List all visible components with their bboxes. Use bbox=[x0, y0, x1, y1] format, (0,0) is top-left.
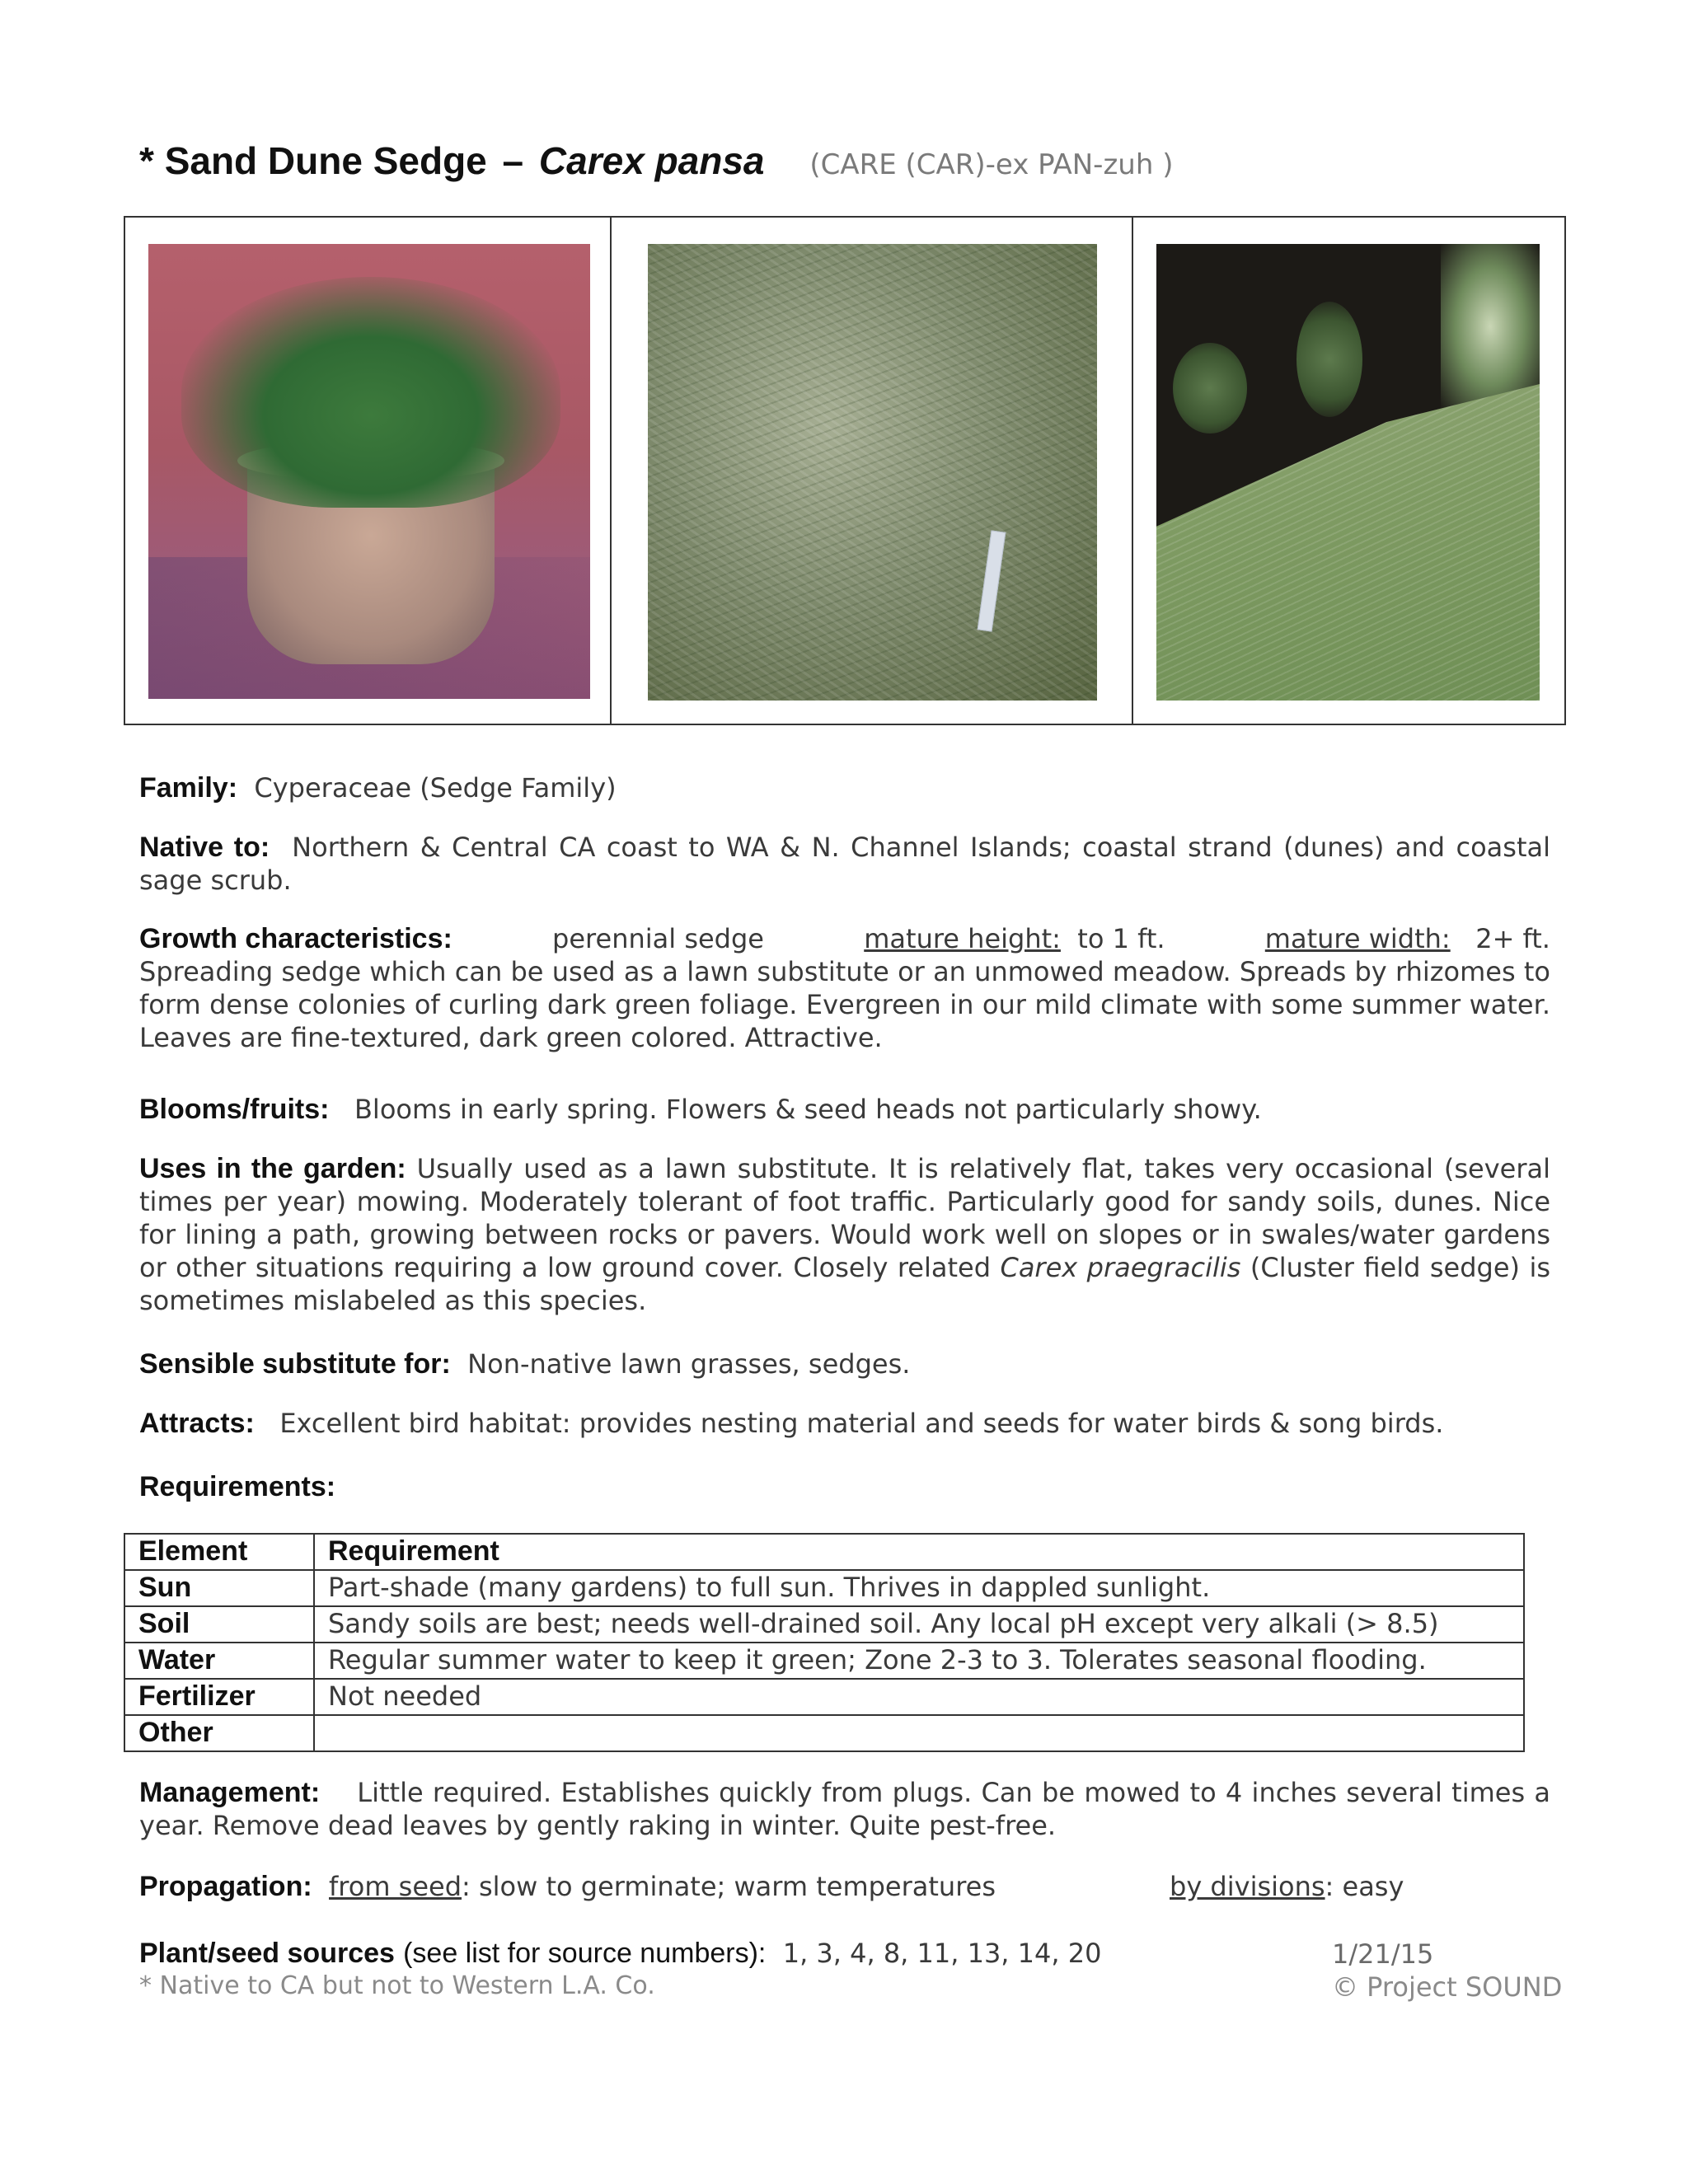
requirement-soil: Sandy soils are best; needs well-drained soil. Any local pH except very alkali (> 8.5) bbox=[314, 1606, 1524, 1643]
element-soil: Soil bbox=[124, 1606, 314, 1643]
native-label: Native to: bbox=[139, 832, 270, 863]
blooms-label: Blooms/fruits: bbox=[139, 1094, 330, 1125]
division-label: by divisions bbox=[1170, 1871, 1325, 1902]
growth-section bbox=[139, 922, 1550, 1054]
sources-value: 1, 3, 4, 8, 11, 13, 14, 20 bbox=[782, 1938, 1102, 1969]
width-label: mature width: bbox=[1264, 923, 1451, 954]
requirement-water: Regular summer water to keep it green; Zone 2-3 to 3. Tolerates seasonal flooding. bbox=[314, 1643, 1524, 1679]
uses-value-2: (Cluster field sedge) is sometimes mislabeled as this species. bbox=[139, 1252, 1551, 1316]
growth-description: Spreading sedge which can be used as a lawn substitute or an unmowed meadow. Spreads by rhizomes to form dense colonies of curling dark green foliage. Evergreen in our mild climate with some summer water. Leaves are fine-textured, dark green colored. Attractive. bbox=[139, 956, 1550, 1053]
attracts-section bbox=[139, 1407, 1550, 1440]
substitute-label: Sensible substitute for: bbox=[139, 1348, 451, 1380]
propagation-section bbox=[139, 1870, 1550, 1903]
family-section bbox=[139, 771, 1550, 804]
substitute-value: Non-native lawn grasses, sedges. bbox=[467, 1348, 911, 1380]
header-element: Element bbox=[124, 1534, 314, 1570]
pronunciation: (CARE (CAR)-ex PAN-zuh ) bbox=[809, 148, 1174, 181]
date: 1/21/15 bbox=[1332, 1938, 1434, 1970]
height-label: mature height: bbox=[864, 923, 1061, 954]
photo-table bbox=[124, 216, 1566, 725]
element-sun: Sun bbox=[124, 1570, 314, 1606]
page-title bbox=[139, 138, 1173, 183]
table-row bbox=[124, 1715, 1524, 1751]
photo-sedge-lawn bbox=[1156, 244, 1540, 701]
seed-value: : slow to germinate; warm temperatures bbox=[462, 1871, 996, 1902]
requirement-other bbox=[314, 1715, 1524, 1751]
native-section bbox=[139, 831, 1550, 897]
copyright: © Project SOUND bbox=[1332, 1971, 1563, 2003]
height-value: to 1 ft. bbox=[1077, 923, 1165, 954]
family-label: Family: bbox=[139, 772, 238, 804]
seed-label: from seed bbox=[329, 1871, 462, 1902]
scientific-name: Carex pansa bbox=[538, 139, 765, 182]
table-row bbox=[124, 1643, 1524, 1679]
attracts-value: Excellent bird habitat: provides nesting material and seeds for water birds & song birds. bbox=[279, 1408, 1444, 1439]
native-value: Northern & Central CA coast to WA & N. Channel Islands; coastal strand (dunes) and coastal sage scrub. bbox=[139, 832, 1551, 896]
table-row bbox=[124, 1606, 1524, 1643]
management-label: Management: bbox=[139, 1777, 321, 1808]
table-row bbox=[124, 1679, 1524, 1715]
element-water: Water bbox=[124, 1643, 314, 1679]
native-star: * bbox=[139, 139, 154, 182]
sources-label: Plant/seed sources bbox=[139, 1938, 395, 1969]
requirements-table bbox=[124, 1533, 1525, 1752]
table-header-row bbox=[124, 1534, 1524, 1570]
attracts-label: Attracts: bbox=[139, 1408, 255, 1439]
requirements-label: Requirements: bbox=[139, 1471, 336, 1502]
native-footnote: * Native to CA but not to Western L.A. Co. bbox=[139, 1971, 655, 2000]
width-value: 2+ ft. bbox=[1475, 923, 1550, 954]
substitute-section bbox=[139, 1347, 1550, 1380]
plant-tag bbox=[978, 530, 1006, 631]
requirement-fertilizer: Not needed bbox=[314, 1679, 1524, 1715]
growth-label: Growth characteristics: bbox=[139, 923, 452, 954]
growth-type: perennial sedge bbox=[552, 923, 764, 954]
uses-value-1: Usually used as a lawn substitute. It is relatively flat, takes very occasional (several times per year) mowing. Moderately tolerant of foot traffic. Particularly good for sandy soils, dunes. Nice for lining a path, growing between rocks or pavers. Would work well on slopes or in swales/water gardens or other situations requiring a low ground cover. Closely related bbox=[139, 1153, 1551, 1283]
element-fertilizer: Fertilizer bbox=[124, 1679, 314, 1715]
blooms-value: Blooms in early spring. Flowers & seed heads not particularly showy. bbox=[354, 1094, 1262, 1125]
photo-cell-2 bbox=[612, 218, 1133, 724]
uses-section bbox=[139, 1152, 1550, 1317]
element-other: Other bbox=[124, 1715, 314, 1751]
photo-cell-3 bbox=[1133, 218, 1564, 724]
photo-potted-sedge bbox=[148, 244, 590, 699]
header-requirement: Requirement bbox=[314, 1534, 1524, 1570]
requirement-sun: Part-shade (many gardens) to full sun. Thrives in dappled sunlight. bbox=[314, 1570, 1524, 1606]
propagation-label: Propagation: bbox=[139, 1871, 312, 1902]
common-name: Sand Dune Sedge bbox=[164, 139, 487, 182]
requirements-section bbox=[139, 1470, 1550, 1503]
uses-italic-name: Carex praegracilis bbox=[1000, 1252, 1241, 1283]
management-value: Little required. Establishes quickly from plugs. Can be mowed to 4 inches several times a year. Remove dead leaves by gently raking in winter. Quite pest-free. bbox=[139, 1777, 1551, 1841]
uses-label: Uses in the garden: bbox=[139, 1153, 406, 1184]
family-value: Cyperaceae (Sedge Family) bbox=[254, 772, 617, 804]
table-row bbox=[124, 1570, 1524, 1606]
photo-sedge-mat bbox=[648, 244, 1097, 701]
blooms-section bbox=[139, 1093, 1550, 1126]
management-section bbox=[139, 1776, 1550, 1842]
division-value: : easy bbox=[1325, 1871, 1404, 1902]
title-dash: – bbox=[502, 139, 524, 182]
sources-note: (see list for source numbers): bbox=[403, 1938, 767, 1969]
photo-cell-1 bbox=[125, 218, 612, 724]
